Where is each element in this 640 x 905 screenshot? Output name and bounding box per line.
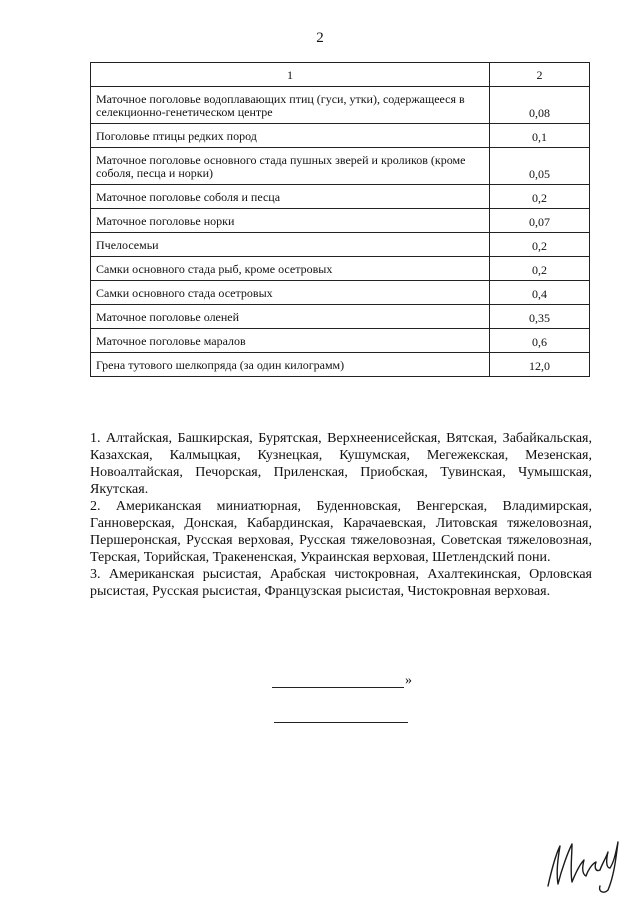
row-category: Маточное поголовье маралов — [91, 329, 490, 353]
table-row — [91, 124, 590, 148]
row-category: Грена тутового шелкопряда (за один килограмм) — [91, 353, 490, 377]
row-coefficient: 0,35 — [490, 305, 590, 329]
table-row — [91, 87, 590, 124]
row-category: Маточное поголовье основного стада пушных зверей и кроликов (кроме соболя, песца и норки) — [91, 148, 490, 185]
row-coefficient: 0,6 — [490, 329, 590, 353]
row-category: Пчелосемьи — [91, 233, 490, 257]
row-coefficient: 0,1 — [490, 124, 590, 148]
row-category: Самки основного стада осетровых — [91, 281, 490, 305]
livestock-coefficient-table — [90, 62, 590, 377]
row-coefficient: 12,0 — [490, 353, 590, 377]
row-coefficient: 0,07 — [490, 209, 590, 233]
footnote-1: 1. Алтайская, Башкирская, Бурятская, Верхнеенисейская, Вятская, Забайкальская, Казахская, Калмыцкая, Кузнецкая, Кушумская, Мегежекская, Мезенская, Новоалтайская, Печорская, Приленская, Приобская, Тувинская, Чумышская, Якутская. — [90, 431, 592, 497]
table-header-row — [91, 63, 590, 87]
page-number: 2 — [316, 30, 324, 46]
row-coefficient: 0,2 — [490, 257, 590, 281]
row-coefficient: 0,2 — [490, 185, 590, 209]
table-header-col-1: 1 — [91, 63, 490, 87]
row-category: Маточное поголовье норки — [91, 209, 490, 233]
table-row — [91, 257, 590, 281]
closing-quote: » — [405, 673, 412, 688]
table-header-col-2: 2 — [490, 63, 590, 87]
row-category: Самки основного стада рыб, кроме осетровых — [91, 257, 490, 281]
footnotes — [90, 430, 592, 600]
signature-line-upper — [272, 687, 404, 688]
footnote-3: 3. Американская рысистая, Арабская чистокровная, Ахалтекинская, Орловская рысистая, Русская рысистая, Французская рысистая, Чистокровная верховая. — [90, 567, 592, 599]
table-row — [91, 329, 590, 353]
table-row — [91, 209, 590, 233]
signature-icon — [542, 828, 624, 894]
row-category: Маточное поголовье соболя и песца — [91, 185, 490, 209]
row-category: Маточное поголовье водоплавающих птиц (гуси, утки), содержащееся в селекционно-генетическом центре — [91, 87, 490, 124]
row-coefficient: 0,05 — [490, 148, 590, 185]
table-row — [91, 148, 590, 185]
table-row — [91, 353, 590, 377]
footnote-2: 2. Американская миниатюрная, Буденновская, Венгерская, Владимирская, Ганноверская, Донская, Кабардинская, Карачаевская, Литовская тяжеловозная, Першеронская, Русская верховая, Русская тяжеловозная, Советская тяжеловозная, Терская, Торийская, Тракененская, Украинская верховая, Шетлендский пони. — [90, 499, 592, 565]
row-category: Поголовье птицы редких пород — [91, 124, 490, 148]
row-coefficient: 0,08 — [490, 87, 590, 124]
row-coefficient: 0,4 — [490, 281, 590, 305]
table-row — [91, 185, 590, 209]
table-row — [91, 233, 590, 257]
signature-line-lower — [274, 722, 408, 723]
table-row — [91, 305, 590, 329]
table-row — [91, 281, 590, 305]
row-coefficient: 0,2 — [490, 233, 590, 257]
row-category: Маточное поголовье оленей — [91, 305, 490, 329]
